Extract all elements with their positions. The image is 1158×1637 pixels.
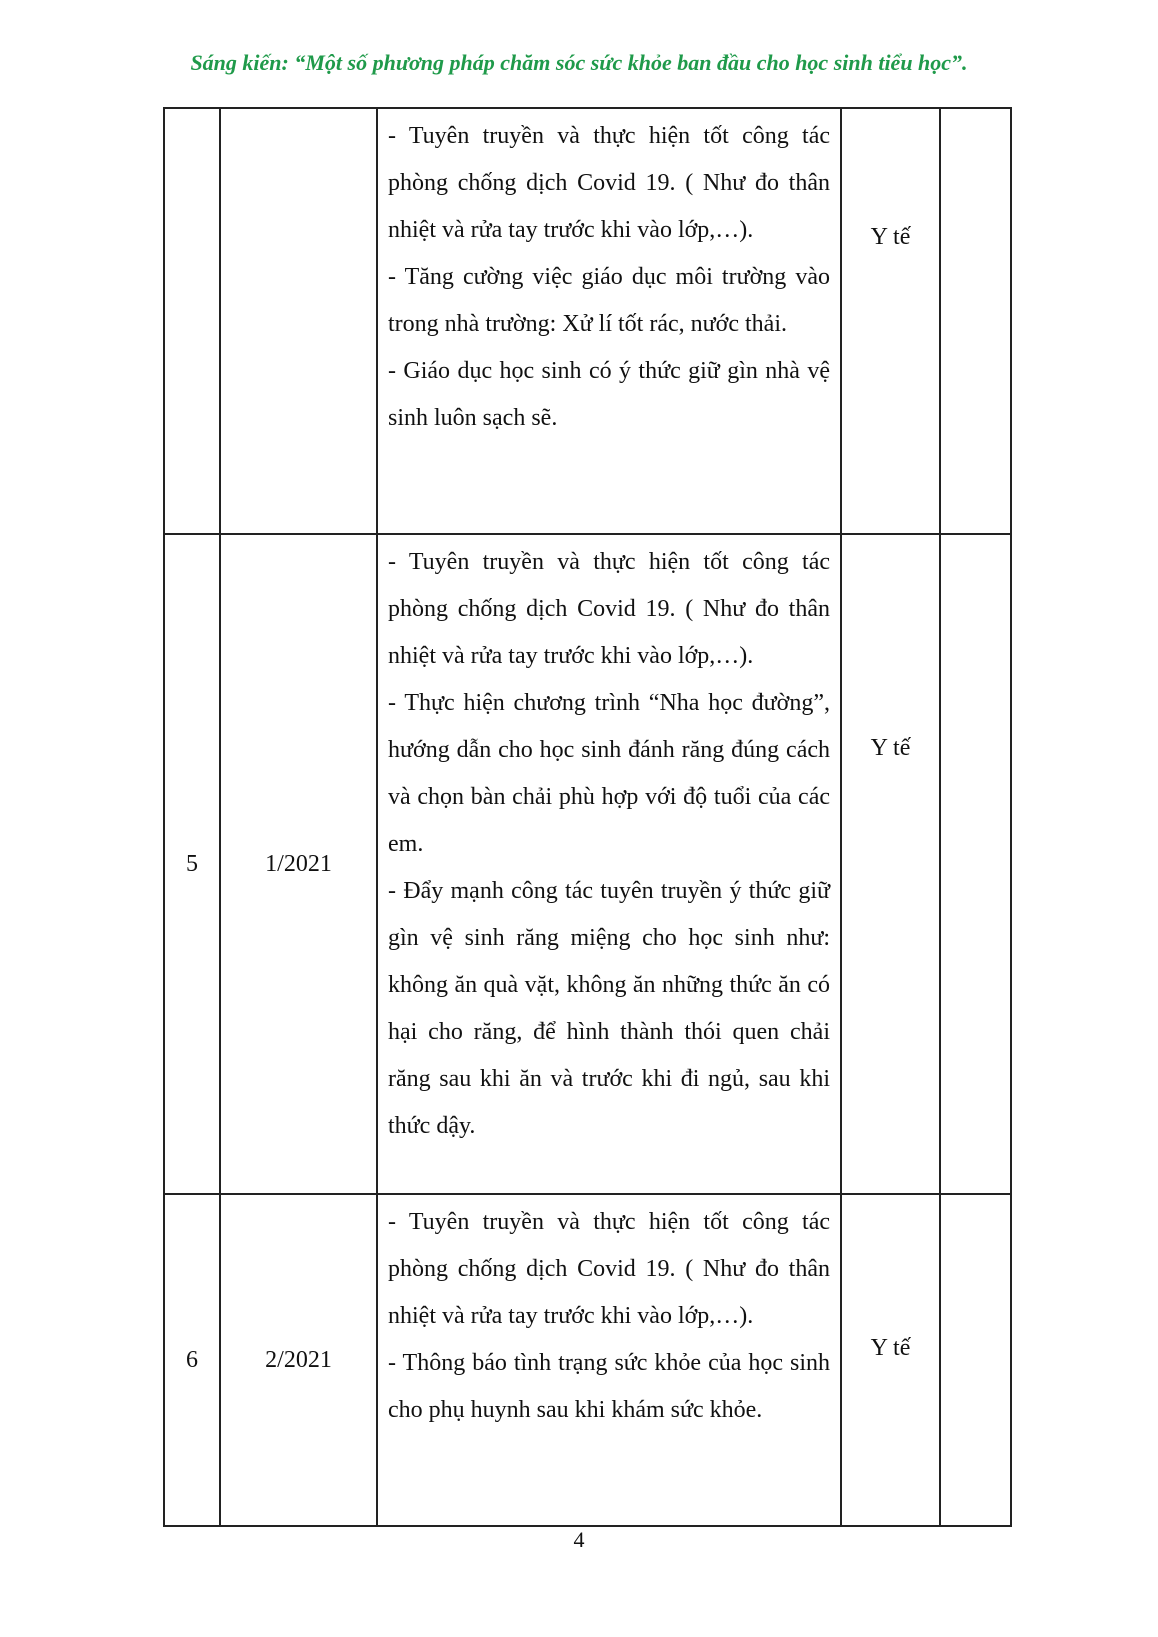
responsible-cell	[841, 108, 940, 534]
content-cell	[377, 108, 841, 534]
responsible-text: Y tế	[870, 735, 911, 761]
content-cell	[377, 1194, 841, 1526]
responsible-cell	[841, 1194, 940, 1526]
responsible-text: Y tế	[870, 1335, 911, 1361]
stt-cell: 6	[164, 1194, 220, 1526]
content-paragraph: - Tuyên truyền và thực hiện tốt công tác phòng chống dịch Covid 19. ( Như đo thân nhiệt và rửa tay trước khi vào lớp,…).	[388, 123, 830, 243]
time-cell: 2/2021	[220, 1194, 377, 1526]
note-cell	[940, 108, 1011, 534]
table-row	[164, 1194, 1011, 1526]
stt-cell: 5	[164, 534, 220, 1194]
responsible-cell	[841, 534, 940, 1194]
content-paragraph: - Tăng cường việc giáo dục môi trường vào trong nhà trường: Xử lí tốt rác, nước thải.	[388, 264, 830, 337]
page-number: 4	[573, 1527, 585, 1552]
table-row	[164, 108, 1011, 534]
note-cell	[940, 1194, 1011, 1526]
document-header: Sáng kiến: “Một số phương pháp chăm sóc sức khỏe ban đầu cho học sinh tiểu học”.	[190, 50, 968, 75]
content-paragraph: - Tuyên truyền và thực hiện tốt công tác phòng chống dịch Covid 19. ( Như đo thân nhiệt và rửa tay trước khi vào lớp,…).	[388, 1209, 830, 1329]
activity-table	[163, 107, 1012, 1527]
stt-cell	[164, 108, 220, 534]
content-paragraph: - Tuyên truyền và thực hiện tốt công tác phòng chống dịch Covid 19. ( Như đo thân nhiệt và rửa tay trước khi vào lớp,…).	[388, 549, 830, 669]
content-paragraph: - Thực hiện chương trình “Nha học đường”, hướng dẫn cho học sinh đánh răng đúng cách và chọn bàn chải phù hợp với độ tuổi của các em.	[388, 690, 830, 857]
responsible-text: Y tế	[870, 224, 911, 250]
content-paragraph: - Giáo dục học sinh có ý thức giữ gìn nhà vệ sinh luôn sạch sẽ.	[388, 358, 830, 431]
content-cell	[377, 534, 841, 1194]
content-paragraph: - Đẩy mạnh công tác tuyên truyền ý thức giữ gìn vệ sinh răng miệng cho học sinh như: không ăn quà vặt, không ăn những thức ăn có hại cho răng, để hình thành thói quen chải răng sau khi ăn và trước khi đi ngủ, sau khi thức dậy.	[388, 878, 830, 1139]
time-cell	[220, 108, 377, 534]
time-cell: 1/2021	[220, 534, 377, 1194]
note-cell	[940, 534, 1011, 1194]
content-paragraph: - Thông báo tình trạng sức khỏe của học sinh cho phụ huynh sau khi khám sức khỏe.	[388, 1350, 830, 1423]
table-row	[164, 534, 1011, 1194]
